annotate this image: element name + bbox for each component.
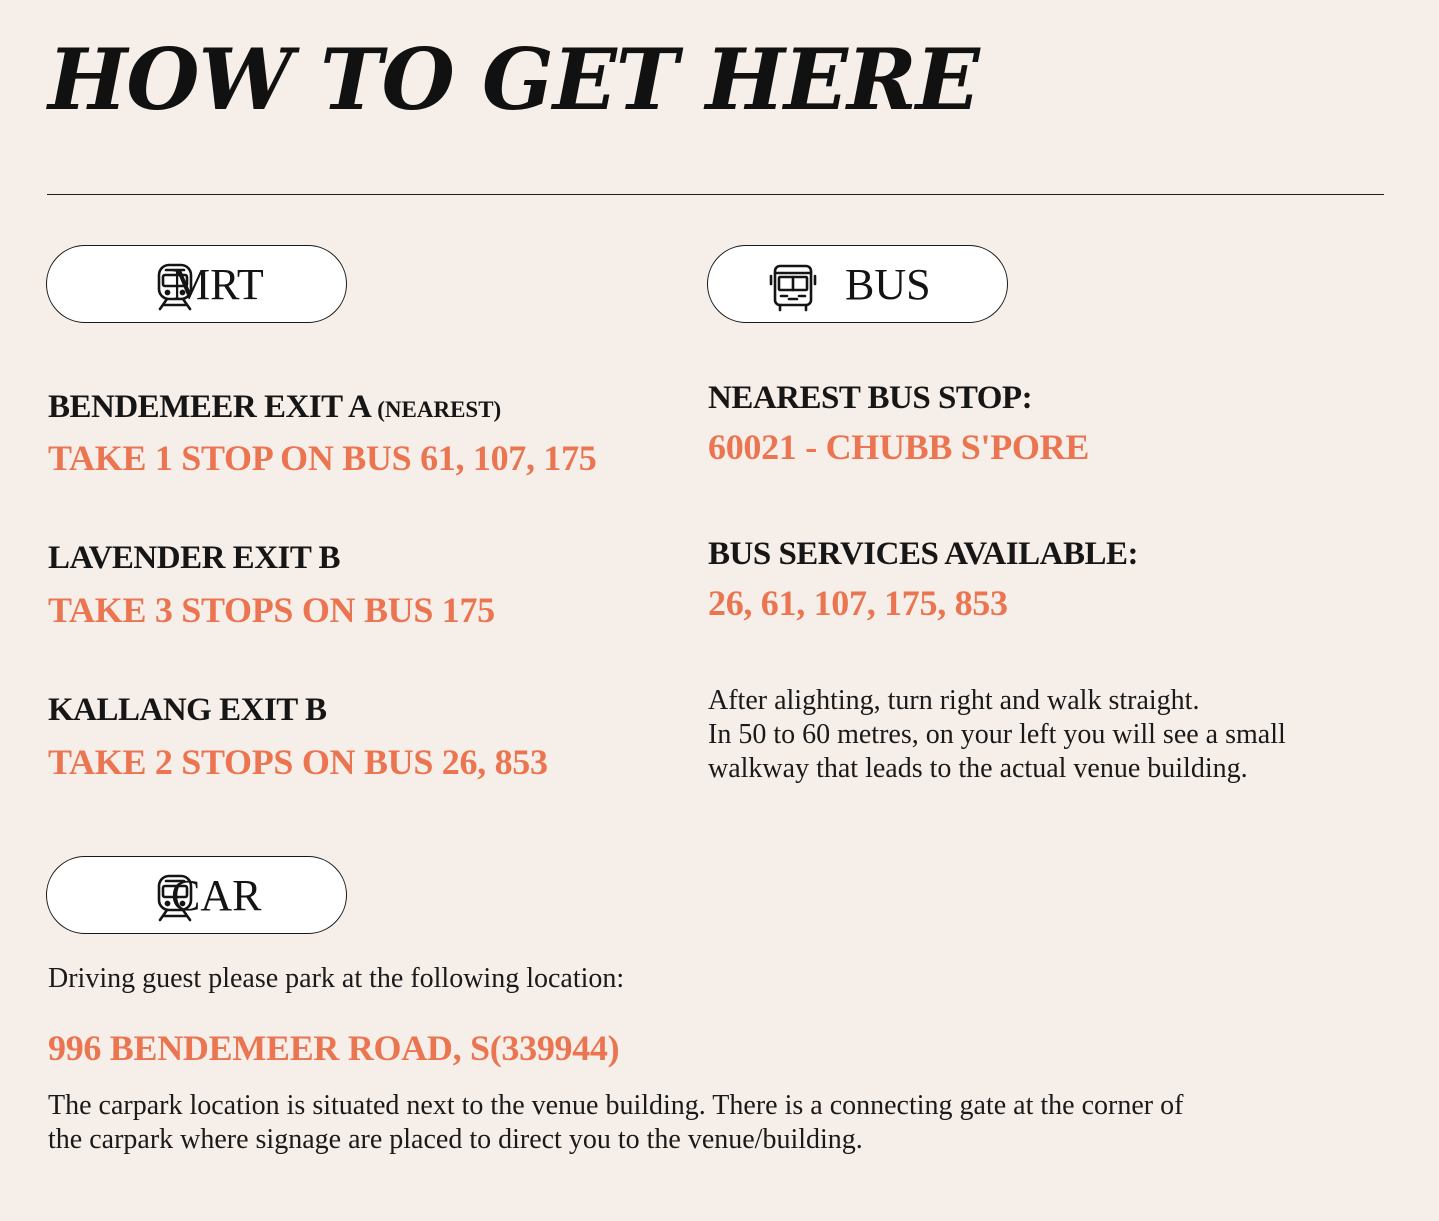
mrt-entry-2-heading: LAVENDER EXIT B (48, 540, 341, 576)
bus-label: BUS (845, 260, 931, 309)
car-description (48, 1089, 1388, 1157)
divider (47, 194, 1384, 195)
mrt-tab[interactable] (46, 245, 347, 323)
bus-directions-line: After alighting, turn right and walk straight. (708, 685, 1200, 716)
car-tab[interactable] (46, 856, 347, 934)
car-label: CAR (171, 871, 262, 920)
mrt-entry-1-heading (48, 387, 501, 430)
bus-tab[interactable] (707, 245, 1008, 323)
mrt-entry-3-detail: TAKE 2 STOPS ON BUS 26, 853 (48, 742, 548, 782)
bus-stop-heading: NEAREST BUS STOP: (708, 380, 1033, 416)
mrt-entry-1-title: BENDEMEER EXIT A (48, 389, 370, 425)
nearest-note: (NEAREST) (377, 397, 502, 422)
page-title: HOW TO GET HERE (48, 30, 979, 129)
bus-directions-line: In 50 to 60 metres, on your left you will see a small (708, 719, 1286, 750)
bus-directions (708, 684, 1286, 786)
bus-stop-value: 60021 - CHUBB S'PORE (708, 427, 1090, 467)
car-intro: Driving guest please park at the following location: (48, 963, 625, 994)
bus-services-heading: BUS SERVICES AVAILABLE: (708, 536, 1138, 572)
mrt-entry-2-detail: TAKE 3 STOPS ON BUS 175 (48, 590, 495, 630)
mrt-label: MRT (171, 260, 264, 309)
bus-services-value: 26, 61, 107, 175, 853 (708, 583, 1008, 623)
bus-icon (768, 262, 818, 312)
mrt-entry-1-detail: TAKE 1 STOP ON BUS 61, 107, 175 (48, 438, 597, 478)
bus-directions-line: walkway that leads to the actual venue building. (708, 753, 1248, 784)
car-address: 996 BENDEMEER ROAD, S(339944) (48, 1028, 620, 1068)
car-description-line: The carpark location is situated next to the venue building. There is a connecting gate at the corner of (48, 1090, 1184, 1121)
mrt-entry-3-heading: KALLANG EXIT B (48, 692, 327, 728)
car-description-line: the carpark where signage are placed to direct you to the venue/building. (48, 1124, 863, 1155)
